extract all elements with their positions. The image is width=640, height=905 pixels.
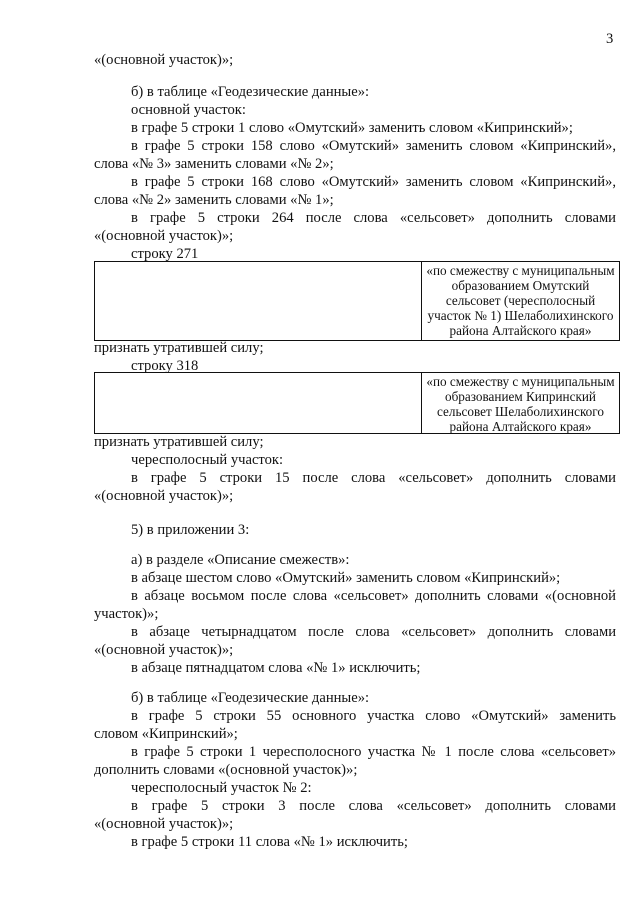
table-cell-line: сельсовет (чересполосный	[445, 293, 596, 308]
text-line: слова «№ 2» заменить словами «№ 1»;	[94, 192, 334, 208]
table-cell-left	[95, 262, 422, 340]
text-line: в графе 5 строки 1 чересполосного участка № 1 после слова «сельсовет»	[131, 744, 616, 760]
text-line: признать утратившей силу;	[94, 434, 264, 450]
text-line: в графе 5 строки 264 после слова «сельсовет» дополнить словами	[131, 210, 616, 226]
table-cell-line: «по смежеству с муниципальным	[426, 374, 615, 389]
table-cell-line: образованием Кипринский	[445, 389, 596, 404]
table-cell-right	[422, 373, 619, 434]
text-line: слова «№ 3» заменить словами «№ 2»;	[94, 156, 334, 172]
text-line: а) в разделе «Описание смежеств»:	[131, 552, 350, 568]
text-line: в графе 5 строки 3 после слова «сельсовет» дополнить словами	[131, 798, 616, 814]
table-cell-line: района Алтайского края»	[449, 323, 592, 338]
text-line: б) в таблице «Геодезические данные»:	[131, 84, 370, 100]
text-line: в графе 5 строки 55 основного участка слово «Омутский» заменить	[131, 708, 616, 724]
text-line: строку 271	[131, 246, 199, 262]
text-line: чересполосный участок № 2:	[131, 780, 312, 796]
geodata-table-row	[94, 261, 620, 341]
text-line: 5) в приложении 3:	[131, 522, 250, 538]
text-line: участок)»;	[94, 606, 159, 622]
text-line: дополнить словами «(основной участок)»;	[94, 762, 358, 778]
text-line: в абзаце четырнадцатом после слова «сельсовет» дополнить словами	[131, 624, 616, 640]
text-line: основной участок:	[131, 102, 246, 118]
text-line: б) в таблице «Геодезические данные»:	[131, 690, 370, 706]
text-line: в графе 5 строки 11 слова «№ 1» исключить;	[131, 834, 408, 850]
text-line: «(основной участок)»;	[94, 642, 234, 658]
table-cell-left	[95, 373, 422, 433]
text-line: словом «Кипринский»;	[94, 726, 238, 742]
text-line: признать утратившей силу;	[94, 340, 264, 356]
text-line: чересполосный участок:	[131, 452, 284, 468]
text-line: «(основной участок)»;	[94, 228, 234, 244]
text-line: в абзаце шестом слово «Омутский» заменить словом «Кипринский»;	[131, 570, 561, 586]
page-number: 3	[606, 31, 614, 47]
text-line: «(основной участок)»;	[94, 488, 234, 504]
text-line: в графе 5 строки 15 после слова «сельсовет» дополнить словами	[131, 470, 616, 486]
table-cell-line: района Алтайского края»	[449, 419, 592, 434]
text-line: «(основной участок)»;	[94, 52, 234, 68]
text-line: «(основной участок)»;	[94, 816, 234, 832]
text-line: в графе 5 строки 168 слово «Омутский» заменить словом «Кипринский»,	[131, 174, 616, 190]
table-cell-line: участок № 1) Шелаболихинского	[427, 308, 614, 323]
table-cell-line: образованием Омутский	[451, 278, 590, 293]
table-cell-line: сельсовет Шелаболихинского	[437, 404, 604, 419]
text-line: в графе 5 строки 158 слово «Омутский» заменить словом «Кипринский»,	[131, 138, 616, 154]
text-line: в абзаце пятнадцатом слова «№ 1» исключить;	[131, 660, 421, 676]
text-line: в графе 5 строки 1 слово «Омутский» заменить словом «Кипринский»;	[131, 120, 573, 136]
text-line: строку 318	[131, 358, 199, 374]
geodata-table-row	[94, 372, 620, 434]
table-cell-right	[422, 262, 619, 338]
text-line: в абзаце восьмом после слова «сельсовет» дополнить словами «(основной	[131, 588, 616, 604]
table-cell-line: «по смежеству с муниципальным	[426, 263, 615, 278]
